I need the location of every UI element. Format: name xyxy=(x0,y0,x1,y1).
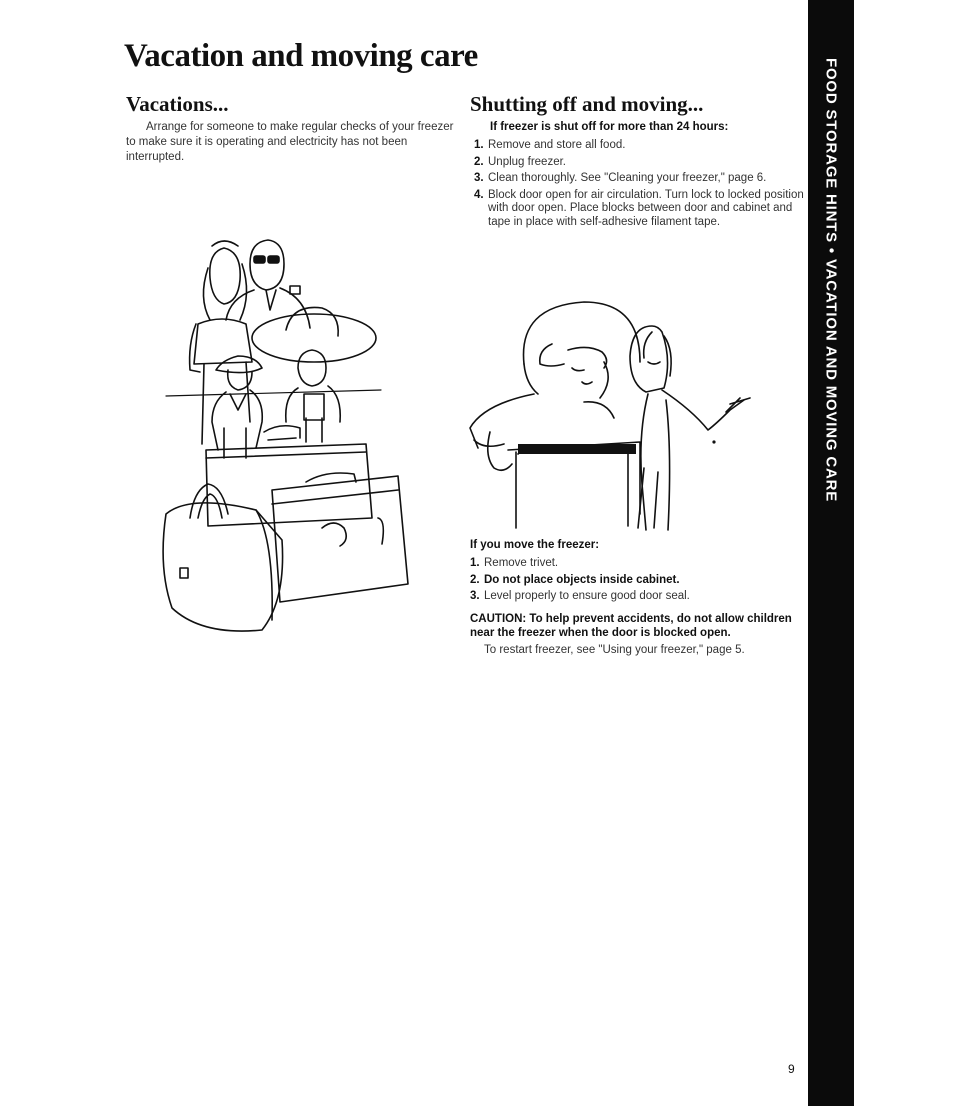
list-item: 2. Do not place objects inside cabinet. xyxy=(470,573,680,586)
caution-text: CAUTION: To help prevent accidents, do not allow children near the freezer when the door is blocked open. xyxy=(470,612,792,639)
vacations-section xyxy=(126,92,456,165)
shutting-heading: Shutting off and moving... xyxy=(470,92,704,116)
moving-steps xyxy=(470,557,806,604)
list-item: 3. Clean thoroughly. See "Cleaning your freezer," page 6. xyxy=(474,172,767,184)
page-number: 9 xyxy=(788,1062,795,1076)
list-item: 3. Level properly to ensure good door seal. xyxy=(470,590,690,602)
shutting-steps xyxy=(474,139,806,229)
moving-freezer-illustration xyxy=(464,292,754,532)
vacations-text: Arrange for someone to make regular checks of your freezer to make sure it is operating and electricity has not been interrupted. xyxy=(126,121,454,163)
side-tab-label: FOOD STORAGE HINTS • VACATION AND MOVING CARE xyxy=(822,58,840,503)
list-item: 4. Block door open for air circulation. Turn lock to locked position with door open. Place blocks between door and cabinet and tape in place with self-adhesive filament tape. xyxy=(474,188,804,228)
shutting-section xyxy=(470,92,806,232)
list-item: 1. Remove trivet. xyxy=(470,557,559,569)
family-luggage-illustration xyxy=(146,228,416,638)
list-item: 1. Remove and store all food. xyxy=(474,139,626,151)
section-side-tab xyxy=(808,0,854,1106)
moving-subheading: If you move the freezer: xyxy=(470,539,600,551)
shutting-subheading: If freezer is shut off for more than 24 hours: xyxy=(490,121,729,133)
list-item: 2. Unplug freezer. xyxy=(474,155,566,168)
restart-text: To restart freezer, see "Using your freezer," page 5. xyxy=(484,643,745,656)
moving-section xyxy=(470,538,806,658)
page-title: Vacation and moving care xyxy=(124,38,478,74)
vacations-heading: Vacations... xyxy=(126,92,229,116)
